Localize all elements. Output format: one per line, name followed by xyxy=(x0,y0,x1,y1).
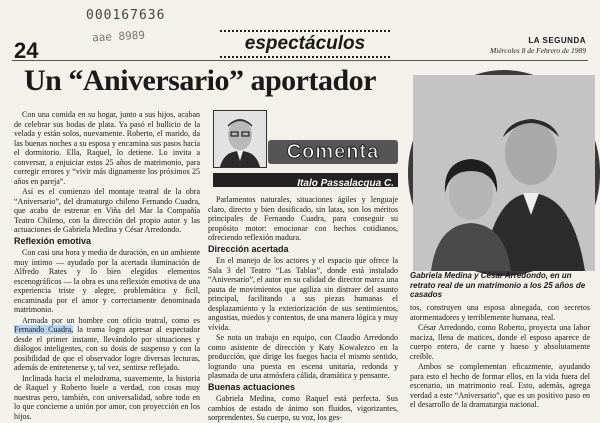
article-column-right xyxy=(410,303,590,407)
body-paragraph: Ambos se complementan eficazmente, ayudando para esto el hecho de formar ellos, en la vida fuera del escenario, un matrimonio real. Esto, además, agrega verdad a este “Aniversario”, que es un positivo paso en el desarrollo de la dramaturgia nacional. xyxy=(410,362,590,409)
body-paragraph: César Arredondo, como Roberto, proyecta una labor maciza, llena de matices, donde el esposo aparece de cuerpo entero, de carne y hueso y absolutamente creíble. xyxy=(410,323,590,361)
body-paragraph-highlighted xyxy=(14,316,200,373)
body-paragraph: Se nota un trabajo en equipo, con Claudio Arredondo como asistente de dirección y Katy Kowalezco en la producción, que dirige los fuegos hacia el mismo sentido, logrando una puesta en escena unitaria, redonda y plasmada de una atmósfera cálida, dramática y pensante. xyxy=(208,333,398,380)
body-paragraph: Así es el comienzo del montaje teatral de la obra “Aniversario”, del dramaturgo chileno Fernando Cuadra, que acaba de estrenar en Viña del Mar la Compañía Teatro Chileno, con la dirección del propio autor y las actuaciones de Gabriela Medina y César Arredondo. xyxy=(14,187,200,234)
page-number: 24 xyxy=(14,38,39,63)
publication-date: Miércoles 8 de Febrero de 1989 xyxy=(489,46,586,55)
body-paragraph: Con casi una hora y media de duración, en un ambiente muy íntimo — ayudado por la acertada iluminación de Alfredo Rates y lo bien elegidos elementos escenográficos — la obra es una reflexión emotiva de una experiencia triste y alegre, problemática y ficil, encaminada por el amor y correctamente denominada matrimonio. xyxy=(14,248,200,314)
subhead-buenas-actuaciones: Buenas actuaciones xyxy=(208,381,296,392)
body-paragraph: En el manejo de los actores y el espacio que ofrece la Sala 3 del Teatro “Las Tablas”, donde está instalado “Aniversario”, el autor en su calidad de director marca una pauta de movimientos que agiliza sin distraer del asunto principal, facilitando a sus piezas humanas el desplazamiento y la exteriorización de sus sentimientos, angustias, miedos y contentos, de una manera lógica y muy vívida. xyxy=(208,256,398,332)
body-paragraph: Inclinada hacia el melodrama, suavemente, la historia de Raquel y Roberto huele a verdad, con cosas muy nuestras pero, también, con universalidad, sobre todo en lo que concierne a unión por amor, con proyección en los hijos. xyxy=(14,373,200,421)
section-title: espectáculos xyxy=(244,33,366,54)
byline: Italo Passalacqua C. xyxy=(297,178,394,189)
handwritten-archive-id: 000167636 xyxy=(86,8,166,23)
author-photo xyxy=(213,110,267,168)
photo-caption: Gabriela Medina y César Arredondo, en un retrato real de un matrimonio a los 25 años de casados xyxy=(410,271,586,299)
highlighted-text[interactable]: Fernando Cuadra, xyxy=(14,325,74,334)
article-column-left xyxy=(14,110,200,421)
couple-portrait-icon xyxy=(413,75,595,271)
couple-photo xyxy=(408,70,600,276)
comenta-badge xyxy=(268,140,398,164)
body-paragraph: Con una comida en su hogar, junto a sus hijos, acaban de celebrar sus bodas de plata. Ya pasó el bullicio de la velada y están solos, nuevamente. Roberto, el marido, da las buenas noches a su esposa y encamina sus pasos hacia el dormitorio. Ella, Raquel, lo detiene. Lo invita a conversar, a enjuiciar estos 25 años de matrimonio, para corregir errores y “vivir más dignamente los próximos 25 años en pareja”. xyxy=(14,110,200,186)
subhead-reflexion-emotiva: Reflexión emotiva xyxy=(14,235,92,246)
body-paragraph: tos, construyen una esposa abnegada, con secretos atormentadores y terriblemente humana, real. xyxy=(410,303,590,322)
article-headline: Un “Aniversario” aportador xyxy=(24,64,376,97)
subhead-direccion-acertada: Dirección acertada xyxy=(208,243,289,254)
body-paragraph: Gabriela Medina, como Raquel está perfecta. Sus cambios de estado de ánimo son fluidos, vigorizantes, sorprendentes. Su cuerpo, su voz, los ges- xyxy=(208,394,398,422)
comenta-label: Comenta xyxy=(286,141,380,163)
text-after-highlight: la trama logra apresar al espectador desde el primer instante, llevándolo por situaciones y diálogos inteligentes, con su dosis de suspenso y con la posibilidad de que el observador logre diversas lecturas, además de entretenerse y, tal vez, sentirse reflejado. xyxy=(14,325,200,372)
article-column-middle xyxy=(208,195,398,422)
text-before-highlight: Armada por un hombre con oficio teatral, como es xyxy=(22,315,200,325)
body-paragraph: Parlamentos naturales, situaciones ágiles y lenguaje claro, directo y bien dosificado, sin latas, son los méritos principales de Fernando Cuadra, para conseguir su propósito motor: emocionar con hechos cotidianos, ofreciendo reflexión madura. xyxy=(208,195,398,242)
header-rule xyxy=(12,60,588,61)
handwritten-code: aae 8989 xyxy=(91,28,146,45)
byline-bar xyxy=(213,173,398,187)
publication-name: LA SEGUNDA xyxy=(528,36,586,45)
author-portrait-icon xyxy=(214,111,266,167)
section-banner xyxy=(220,30,390,58)
